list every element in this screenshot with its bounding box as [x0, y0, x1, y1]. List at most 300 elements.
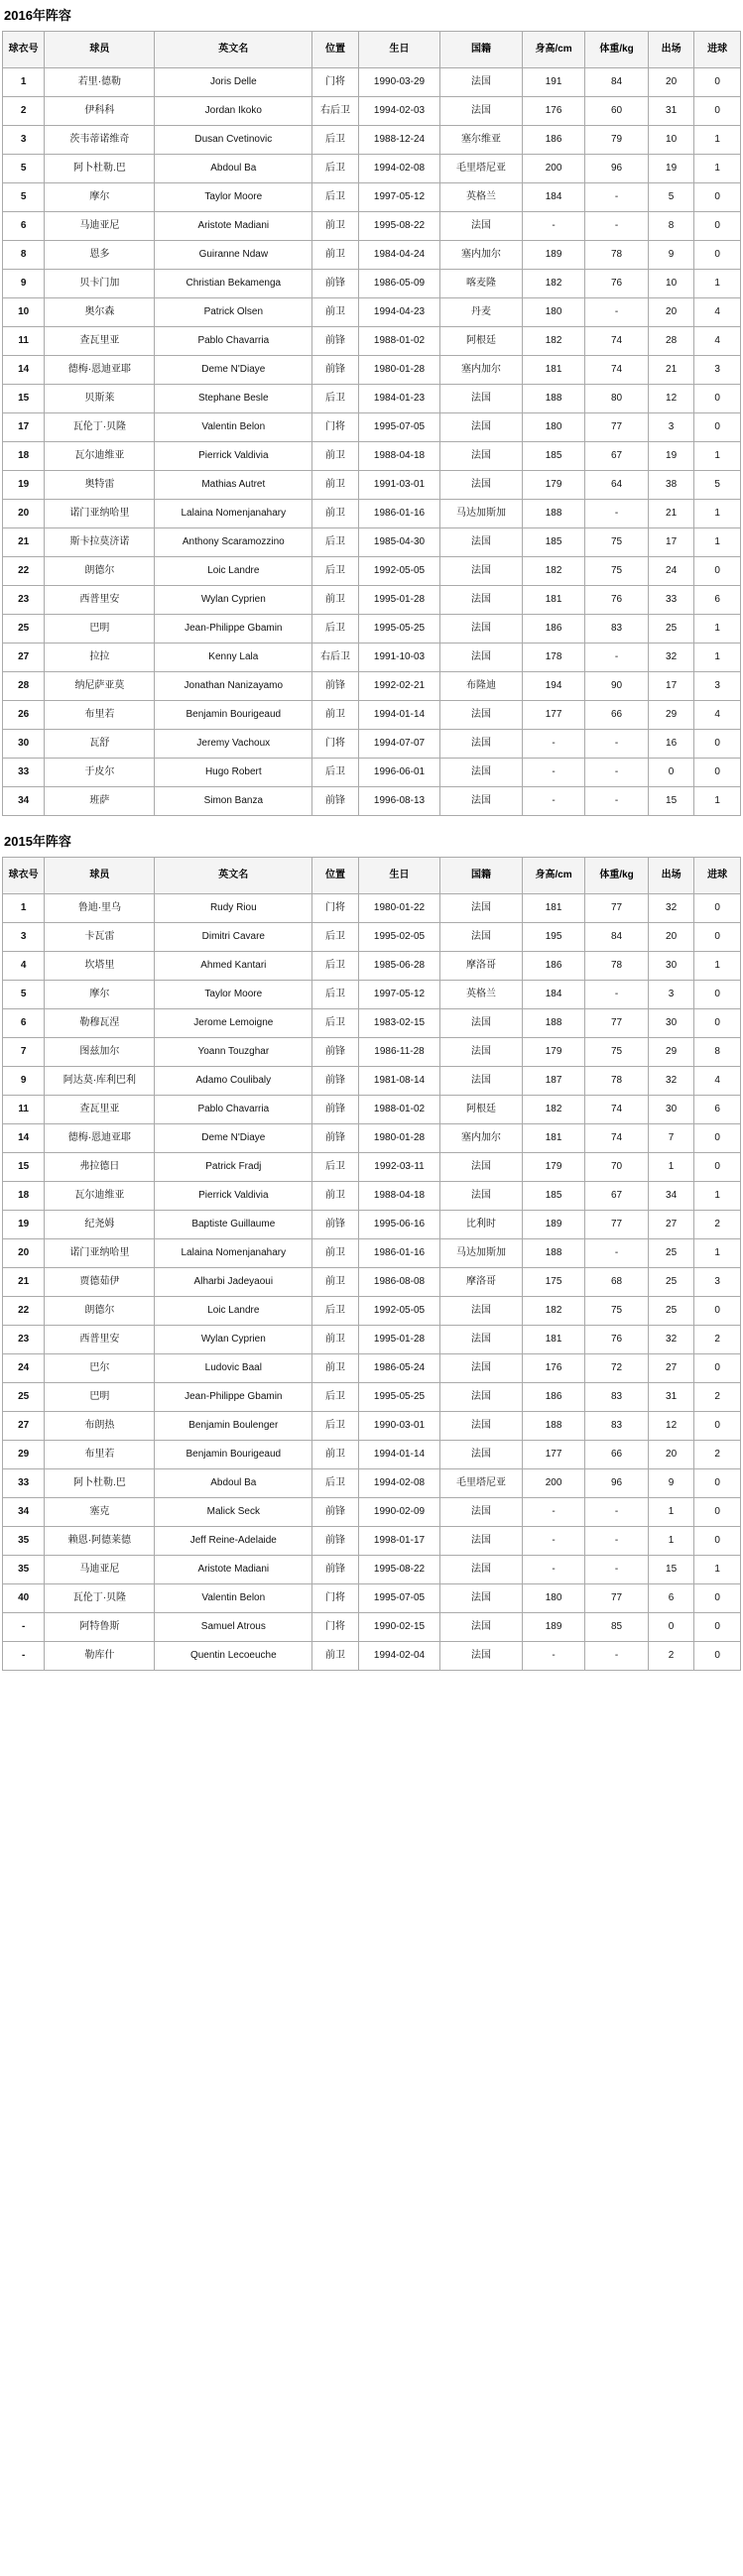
cell-nationality: 法国 — [440, 1353, 523, 1382]
cell-english-name: Wylan Cyprien — [155, 1325, 312, 1353]
cell-jersey-number: 14 — [3, 355, 45, 384]
cell-jersey-number: 11 — [3, 326, 45, 355]
cell-nationality: 法国 — [440, 556, 523, 585]
cell-weight: 85 — [585, 1612, 648, 1641]
cell-appearances: 32 — [648, 893, 694, 922]
cell-player-name: 卡瓦雷 — [45, 922, 155, 951]
cell-height: 182 — [522, 556, 584, 585]
cell-position: 前锋 — [312, 1497, 359, 1526]
cell-nationality: 英格兰 — [440, 980, 523, 1008]
cell-nationality: 法国 — [440, 1555, 523, 1583]
cell-nationality: 法国 — [440, 1583, 523, 1612]
column-header-weight: 体重/kg — [585, 857, 648, 893]
cell-appearances: 21 — [648, 499, 694, 527]
cell-jersey-number: 23 — [3, 1325, 45, 1353]
cell-player-name: 瓦尔迪维亚 — [45, 1181, 155, 1210]
cell-position: 后卫 — [312, 1296, 359, 1325]
cell-position: 后卫 — [312, 1411, 359, 1440]
cell-player-name: 朗德尔 — [45, 1296, 155, 1325]
cell-goals: 1 — [694, 614, 741, 643]
cell-player-name: 德梅·恩迪亚耶 — [45, 355, 155, 384]
cell-nationality: 阿根廷 — [440, 1095, 523, 1123]
cell-goals: 2 — [694, 1210, 741, 1238]
cell-english-name: Mathias Autret — [155, 470, 312, 499]
cell-nationality: 法国 — [440, 96, 523, 125]
cell-weight: 77 — [585, 412, 648, 441]
cell-english-name: Wylan Cyprien — [155, 585, 312, 614]
cell-appearances: 30 — [648, 1095, 694, 1123]
cell-jersey-number: 34 — [3, 1497, 45, 1526]
column-header-height: 身高/cm — [522, 31, 584, 67]
cell-position: 后卫 — [312, 125, 359, 154]
cell-jersey-number: 7 — [3, 1037, 45, 1066]
cell-appearances: 27 — [648, 1353, 694, 1382]
cell-player-name: 诺门亚纳哈里 — [45, 499, 155, 527]
cell-birthday: 1996-08-13 — [358, 786, 440, 815]
cell-nationality: 法国 — [440, 441, 523, 470]
cell-goals: 0 — [694, 980, 741, 1008]
cell-position: 后卫 — [312, 614, 359, 643]
cell-player-name: 马迪亚尼 — [45, 211, 155, 240]
cell-goals: 0 — [694, 556, 741, 585]
cell-english-name: Jerome Lemoigne — [155, 1008, 312, 1037]
cell-english-name: Aristote Madiani — [155, 211, 312, 240]
cell-appearances: 31 — [648, 1382, 694, 1411]
table-row — [3, 527, 741, 556]
cell-height: 189 — [522, 240, 584, 269]
cell-birthday: 1994-02-03 — [358, 96, 440, 125]
cell-player-name: 诺门亚纳哈里 — [45, 1238, 155, 1267]
cell-jersey-number: 28 — [3, 671, 45, 700]
column-header-birthday: 生日 — [358, 857, 440, 893]
table-row — [3, 980, 741, 1008]
cell-goals: 2 — [694, 1382, 741, 1411]
cell-birthday: 1990-02-15 — [358, 1612, 440, 1641]
table-row — [3, 1296, 741, 1325]
cell-appearances: 15 — [648, 1555, 694, 1583]
table-row — [3, 1325, 741, 1353]
cell-height: 188 — [522, 1008, 584, 1037]
cell-nationality: 法国 — [440, 1066, 523, 1095]
cell-goals: 0 — [694, 1526, 741, 1555]
cell-jersey-number: 18 — [3, 1181, 45, 1210]
table-row — [3, 96, 741, 125]
cell-height: 180 — [522, 1583, 584, 1612]
cell-appearances: 29 — [648, 700, 694, 729]
cell-weight: 68 — [585, 1267, 648, 1296]
cell-goals: 1 — [694, 269, 741, 297]
cell-english-name: Aristote Madiani — [155, 1555, 312, 1583]
cell-height: - — [522, 729, 584, 758]
cell-player-name: 查瓦里亚 — [45, 326, 155, 355]
cell-height: 182 — [522, 1296, 584, 1325]
cell-birthday: 1996-06-01 — [358, 758, 440, 786]
cell-appearances: 32 — [648, 1325, 694, 1353]
cell-height: - — [522, 1555, 584, 1583]
table-row — [3, 556, 741, 585]
cell-weight: 64 — [585, 470, 648, 499]
cell-jersey-number: 24 — [3, 1353, 45, 1382]
table-row — [3, 1382, 741, 1411]
cell-appearances: 25 — [648, 1296, 694, 1325]
cell-birthday: 1991-10-03 — [358, 643, 440, 671]
cell-birthday: 1988-12-24 — [358, 125, 440, 154]
cell-height: 194 — [522, 671, 584, 700]
cell-goals: 0 — [694, 211, 741, 240]
cell-height: 189 — [522, 1210, 584, 1238]
cell-birthday: 1988-04-18 — [358, 1181, 440, 1210]
cell-birthday: 1985-04-30 — [358, 527, 440, 556]
cell-player-name: 鲁迪·里乌 — [45, 893, 155, 922]
cell-height: 191 — [522, 67, 584, 96]
cell-position: 前锋 — [312, 1526, 359, 1555]
cell-height: 182 — [522, 269, 584, 297]
cell-player-name: 拉拉 — [45, 643, 155, 671]
cell-english-name: Yoann Touzghar — [155, 1037, 312, 1066]
cell-goals: 4 — [694, 1066, 741, 1095]
cell-weight: - — [585, 729, 648, 758]
cell-birthday: 1986-08-08 — [358, 1267, 440, 1296]
cell-goals: 0 — [694, 729, 741, 758]
cell-english-name: Dusan Cvetinovic — [155, 125, 312, 154]
cell-appearances: 38 — [648, 470, 694, 499]
cell-weight: 80 — [585, 384, 648, 412]
cell-player-name: 瓦伦丁·贝隆 — [45, 412, 155, 441]
cell-english-name: Jean-Philippe Gbamin — [155, 1382, 312, 1411]
cell-goals: 0 — [694, 182, 741, 211]
cell-appearances: 5 — [648, 182, 694, 211]
cell-jersey-number: 5 — [3, 154, 45, 182]
cell-goals: 0 — [694, 1008, 741, 1037]
cell-player-name: 图兹加尔 — [45, 1037, 155, 1066]
cell-birthday: 1986-01-16 — [358, 1238, 440, 1267]
cell-position: 前卫 — [312, 700, 359, 729]
cell-weight: 74 — [585, 355, 648, 384]
cell-position: 后卫 — [312, 1008, 359, 1037]
cell-nationality: 塞尔维亚 — [440, 125, 523, 154]
cell-english-name: Guiranne Ndaw — [155, 240, 312, 269]
table-row — [3, 412, 741, 441]
cell-height: 182 — [522, 1095, 584, 1123]
cell-position: 后卫 — [312, 556, 359, 585]
cell-nationality: 比利时 — [440, 1210, 523, 1238]
column-header-nationality: 国籍 — [440, 31, 523, 67]
cell-player-name: 纪尧姆 — [45, 1210, 155, 1238]
cell-weight: 77 — [585, 1210, 648, 1238]
cell-player-name: 德梅·恩迪亚耶 — [45, 1123, 155, 1152]
cell-position: 门将 — [312, 893, 359, 922]
cell-nationality: 法国 — [440, 1526, 523, 1555]
column-header-english-name: 英文名 — [155, 31, 312, 67]
cell-nationality: 法国 — [440, 786, 523, 815]
cell-nationality: 法国 — [440, 1152, 523, 1181]
cell-goals: 5 — [694, 470, 741, 499]
cell-appearances: 6 — [648, 1583, 694, 1612]
cell-birthday: 1998-01-17 — [358, 1526, 440, 1555]
roster-table-2015 — [2, 857, 741, 1671]
cell-weight: 84 — [585, 922, 648, 951]
table-row — [3, 1066, 741, 1095]
cell-position: 门将 — [312, 729, 359, 758]
cell-appearances: 19 — [648, 441, 694, 470]
cell-weight: - — [585, 1238, 648, 1267]
table-row — [3, 614, 741, 643]
cell-jersey-number: 35 — [3, 1555, 45, 1583]
table-row — [3, 1497, 741, 1526]
cell-jersey-number: - — [3, 1641, 45, 1670]
cell-player-name: 于皮尔 — [45, 758, 155, 786]
cell-birthday: 1995-02-05 — [358, 922, 440, 951]
cell-jersey-number: 22 — [3, 556, 45, 585]
cell-goals: 0 — [694, 412, 741, 441]
cell-position: 前锋 — [312, 1037, 359, 1066]
cell-height: 179 — [522, 1152, 584, 1181]
cell-appearances: 10 — [648, 125, 694, 154]
cell-position: 前卫 — [312, 1641, 359, 1670]
cell-nationality: 法国 — [440, 470, 523, 499]
table-header-row — [3, 31, 741, 67]
cell-height: 185 — [522, 527, 584, 556]
cell-english-name: Taylor Moore — [155, 980, 312, 1008]
cell-birthday: 1984-01-23 — [358, 384, 440, 412]
cell-english-name: Stephane Besle — [155, 384, 312, 412]
cell-player-name: 纳尼萨亚莫 — [45, 671, 155, 700]
cell-position: 门将 — [312, 67, 359, 96]
cell-weight: 96 — [585, 1468, 648, 1497]
table-row — [3, 786, 741, 815]
roster-section-2015 — [0, 830, 743, 1671]
cell-nationality: 法国 — [440, 1612, 523, 1641]
cell-jersey-number: 22 — [3, 1296, 45, 1325]
cell-goals: 0 — [694, 1583, 741, 1612]
cell-appearances: 30 — [648, 1008, 694, 1037]
cell-goals: 1 — [694, 441, 741, 470]
cell-english-name: Jonathan Nanizayamo — [155, 671, 312, 700]
cell-player-name: 班萨 — [45, 786, 155, 815]
table-row — [3, 1008, 741, 1037]
cell-player-name: 摩尔 — [45, 182, 155, 211]
cell-english-name: Pierrick Valdivia — [155, 1181, 312, 1210]
cell-english-name: Benjamin Boulenger — [155, 1411, 312, 1440]
table-row — [3, 240, 741, 269]
cell-height: 186 — [522, 1382, 584, 1411]
cell-jersey-number: 10 — [3, 297, 45, 326]
cell-player-name: 瓦伦丁·贝隆 — [45, 1583, 155, 1612]
cell-jersey-number: - — [3, 1612, 45, 1641]
cell-jersey-number: 33 — [3, 758, 45, 786]
cell-appearances: 29 — [648, 1037, 694, 1066]
cell-goals: 4 — [694, 326, 741, 355]
table-row — [3, 893, 741, 922]
cell-nationality: 法国 — [440, 922, 523, 951]
cell-birthday: 1994-01-14 — [358, 700, 440, 729]
table-row — [3, 211, 741, 240]
cell-weight: 74 — [585, 326, 648, 355]
cell-english-name: Samuel Atrous — [155, 1612, 312, 1641]
cell-position: 右后卫 — [312, 643, 359, 671]
cell-nationality: 法国 — [440, 643, 523, 671]
cell-jersey-number: 14 — [3, 1123, 45, 1152]
cell-weight: - — [585, 980, 648, 1008]
cell-player-name: 阿卜杜勒.巴 — [45, 154, 155, 182]
cell-weight: 90 — [585, 671, 648, 700]
cell-height: 188 — [522, 1238, 584, 1267]
table-row — [3, 671, 741, 700]
cell-nationality: 毛里塔尼亚 — [440, 154, 523, 182]
cell-birthday: 1995-05-25 — [358, 1382, 440, 1411]
cell-position: 前锋 — [312, 786, 359, 815]
cell-appearances: 30 — [648, 951, 694, 980]
cell-jersey-number: 9 — [3, 1066, 45, 1095]
cell-height: 186 — [522, 951, 584, 980]
cell-position: 前卫 — [312, 1440, 359, 1468]
cell-english-name: Abdoul Ba — [155, 154, 312, 182]
cell-nationality: 法国 — [440, 1181, 523, 1210]
cell-player-name: 茨韦蒂诺维奇 — [45, 125, 155, 154]
roster-table-body-2015 — [3, 893, 741, 1670]
cell-nationality: 法国 — [440, 384, 523, 412]
cell-weight: 75 — [585, 527, 648, 556]
cell-goals: 2 — [694, 1440, 741, 1468]
cell-birthday: 1986-05-09 — [358, 269, 440, 297]
cell-birthday: 1995-01-28 — [358, 585, 440, 614]
cell-birthday: 1992-03-11 — [358, 1152, 440, 1181]
cell-nationality: 摩洛哥 — [440, 951, 523, 980]
cell-goals: 1 — [694, 527, 741, 556]
cell-nationality: 布隆迪 — [440, 671, 523, 700]
cell-position: 后卫 — [312, 951, 359, 980]
cell-birthday: 1985-06-28 — [358, 951, 440, 980]
cell-position: 门将 — [312, 1612, 359, 1641]
cell-height: - — [522, 758, 584, 786]
cell-birthday: 1994-02-08 — [358, 154, 440, 182]
cell-position: 后卫 — [312, 922, 359, 951]
cell-position: 前卫 — [312, 1181, 359, 1210]
column-header-player: 球员 — [45, 857, 155, 893]
cell-jersey-number: 27 — [3, 1411, 45, 1440]
cell-height: 181 — [522, 1123, 584, 1152]
column-header-player: 球员 — [45, 31, 155, 67]
cell-jersey-number: 40 — [3, 1583, 45, 1612]
cell-english-name: Adamo Coulibaly — [155, 1066, 312, 1095]
cell-english-name: Pablo Chavarria — [155, 326, 312, 355]
cell-goals: 1 — [694, 125, 741, 154]
cell-appearances: 25 — [648, 1267, 694, 1296]
cell-birthday: 1994-02-04 — [358, 1641, 440, 1670]
cell-nationality: 法国 — [440, 412, 523, 441]
cell-birthday: 1995-08-22 — [358, 211, 440, 240]
table-row — [3, 182, 741, 211]
cell-jersey-number: 21 — [3, 1267, 45, 1296]
cell-english-name: Valentin Belon — [155, 1583, 312, 1612]
cell-height: 188 — [522, 384, 584, 412]
cell-appearances: 19 — [648, 154, 694, 182]
cell-jersey-number: 25 — [3, 614, 45, 643]
cell-appearances: 3 — [648, 980, 694, 1008]
cell-appearances: 12 — [648, 384, 694, 412]
cell-english-name: Hugo Robert — [155, 758, 312, 786]
cell-player-name: 西普里安 — [45, 585, 155, 614]
table-row — [3, 1037, 741, 1066]
cell-jersey-number: 1 — [3, 67, 45, 96]
cell-goals: 0 — [694, 1411, 741, 1440]
cell-goals: 6 — [694, 585, 741, 614]
cell-jersey-number: 25 — [3, 1382, 45, 1411]
cell-position: 前锋 — [312, 1555, 359, 1583]
cell-nationality: 法国 — [440, 614, 523, 643]
cell-english-name: Jean-Philippe Gbamin — [155, 614, 312, 643]
cell-english-name: Dimitri Cavare — [155, 922, 312, 951]
cell-height: 186 — [522, 125, 584, 154]
cell-nationality: 法国 — [440, 758, 523, 786]
cell-jersey-number: 17 — [3, 412, 45, 441]
cell-nationality: 法国 — [440, 1325, 523, 1353]
column-header-jersey: 球衣号 — [3, 31, 45, 67]
roster-table-2016 — [2, 31, 741, 816]
cell-player-name: 阿达莫·库利巴利 — [45, 1066, 155, 1095]
cell-weight: 67 — [585, 441, 648, 470]
column-header-birthday: 生日 — [358, 31, 440, 67]
cell-nationality: 法国 — [440, 1008, 523, 1037]
cell-birthday: 1990-03-29 — [358, 67, 440, 96]
cell-weight: - — [585, 758, 648, 786]
cell-english-name: Simon Banza — [155, 786, 312, 815]
cell-goals: 2 — [694, 1325, 741, 1353]
column-header-nationality: 国籍 — [440, 857, 523, 893]
cell-player-name: 西普里安 — [45, 1325, 155, 1353]
cell-appearances: 25 — [648, 614, 694, 643]
cell-birthday: 1984-04-24 — [358, 240, 440, 269]
cell-nationality: 法国 — [440, 1382, 523, 1411]
cell-appearances: 0 — [648, 1612, 694, 1641]
cell-nationality: 法国 — [440, 1641, 523, 1670]
cell-birthday: 1983-02-15 — [358, 1008, 440, 1037]
cell-height: 200 — [522, 1468, 584, 1497]
cell-weight: 77 — [585, 1583, 648, 1612]
cell-english-name: Baptiste Guillaume — [155, 1210, 312, 1238]
cell-appearances: 0 — [648, 758, 694, 786]
cell-goals: 1 — [694, 643, 741, 671]
cell-weight: - — [585, 1497, 648, 1526]
table-row — [3, 1583, 741, 1612]
table-row — [3, 499, 741, 527]
cell-english-name: Ludovic Baal — [155, 1353, 312, 1382]
cell-jersey-number: 26 — [3, 700, 45, 729]
cell-weight: 79 — [585, 125, 648, 154]
cell-weight: 76 — [585, 1325, 648, 1353]
cell-position: 后卫 — [312, 384, 359, 412]
cell-position: 前卫 — [312, 240, 359, 269]
cell-goals: 3 — [694, 355, 741, 384]
cell-english-name: Benjamin Bourigeaud — [155, 1440, 312, 1468]
cell-position: 前卫 — [312, 297, 359, 326]
cell-birthday: 1992-05-05 — [358, 556, 440, 585]
cell-english-name: Malick Seck — [155, 1497, 312, 1526]
cell-weight: 78 — [585, 1066, 648, 1095]
cell-weight: 72 — [585, 1353, 648, 1382]
cell-goals: 0 — [694, 1641, 741, 1670]
cell-weight: 75 — [585, 1037, 648, 1066]
cell-birthday: 1990-03-01 — [358, 1411, 440, 1440]
cell-appearances: 1 — [648, 1526, 694, 1555]
cell-height: 184 — [522, 182, 584, 211]
cell-birthday: 1988-01-02 — [358, 326, 440, 355]
cell-appearances: 9 — [648, 1468, 694, 1497]
table-row — [3, 1440, 741, 1468]
column-header-weight: 体重/kg — [585, 31, 648, 67]
cell-player-name: 瓦舒 — [45, 729, 155, 758]
cell-appearances: 8 — [648, 211, 694, 240]
